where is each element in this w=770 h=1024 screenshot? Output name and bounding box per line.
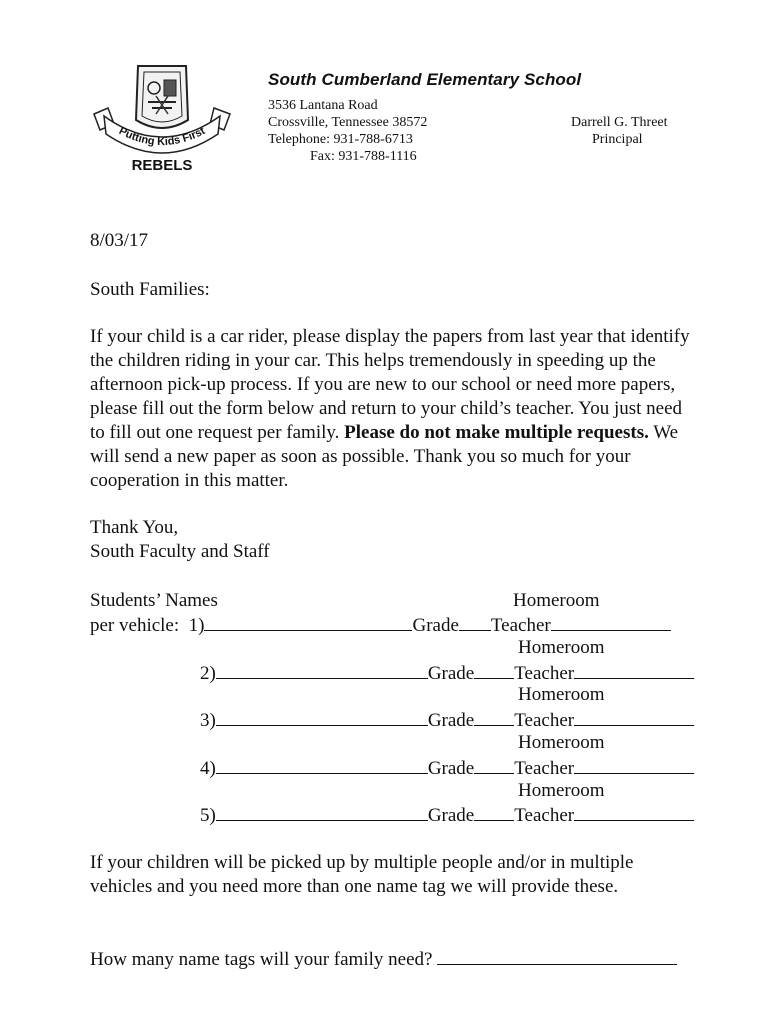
student-row (90, 612, 671, 638)
multiple-pickup-note: If your children will be picked up by multiple people and/or in multiple vehicles and you need more than one name tag we will provide these. (90, 852, 634, 897)
name-tags-row (90, 946, 677, 972)
student-row (200, 660, 694, 686)
teacher-label: Teacher (514, 805, 575, 826)
letter-signature: South Faculty and Staff (90, 541, 270, 562)
name-tags-field[interactable] (437, 946, 677, 965)
homeroom-label: Homeroom (513, 590, 600, 611)
per-vehicle-label: per vehicle: (90, 615, 180, 636)
grade-label: Grade (427, 663, 475, 684)
homeroom-label: Homeroom (518, 732, 605, 753)
teacher-field[interactable] (551, 612, 671, 631)
teacher-label: Teacher (514, 710, 575, 731)
fax: Fax: 931-788-1116 (310, 149, 417, 164)
paragraph-text-start: If your child is a car rider, please display the papers from last year that identify the children riding in your car. This helps tremendously in speeding up the afternoon pick-up process. If you are new to our school or need more papers, please fill out the form below and return to your child’s teacher. You just need to fill out one request per family. (90, 326, 690, 443)
school-name: South Cumberland Elementary School (268, 70, 582, 89)
grade-label: Grade (412, 615, 459, 636)
teacher-field[interactable] (574, 707, 694, 726)
student-name-field[interactable] (216, 755, 428, 774)
student-row (200, 755, 694, 781)
row-number: 3) (200, 710, 216, 731)
teacher-label: Teacher (490, 615, 551, 636)
row-number: 2) (200, 663, 216, 684)
letter-salutation: South Families: (90, 279, 210, 300)
teacher-label: Teacher (514, 663, 575, 684)
teacher-field[interactable] (574, 755, 694, 774)
address-line-2: Crossville, Tennessee 38572 (268, 115, 428, 130)
grade-label: Grade (427, 805, 475, 826)
letter-date: 8/03/17 (90, 230, 149, 251)
homeroom-label: Homeroom (518, 637, 605, 658)
student-name-field[interactable] (216, 707, 428, 726)
row-number: 5) (200, 805, 216, 826)
principal-title: Principal (592, 132, 643, 147)
address-line-1: 3536 Lantana Road (268, 98, 378, 113)
homeroom-label: Homeroom (518, 780, 605, 801)
student-row (200, 802, 694, 828)
row-number: 4) (200, 758, 216, 779)
letter-paragraph (90, 325, 690, 493)
principal-name: Darrell G. Threet (571, 115, 668, 130)
teacher-label: Teacher (514, 758, 575, 779)
grade-label: Grade (427, 710, 475, 731)
grade-field[interactable] (474, 707, 514, 726)
student-name-field[interactable] (216, 802, 428, 821)
homeroom-label: Homeroom (518, 684, 605, 705)
school-logo (90, 58, 238, 176)
grade-label: Grade (427, 758, 475, 779)
grade-field[interactable] (474, 660, 514, 679)
row-number: 1) (188, 615, 205, 636)
logo-team-text: REBELS (131, 157, 193, 174)
student-name-field[interactable] (216, 660, 428, 679)
letter-closing: Thank You, (90, 517, 179, 538)
school-crest-icon (90, 58, 238, 176)
grade-field[interactable] (474, 755, 514, 774)
students-names-label: Students’ Names (90, 590, 218, 611)
student-row (200, 707, 694, 733)
teacher-field[interactable] (574, 802, 694, 821)
grade-field[interactable] (474, 802, 514, 821)
telephone: Telephone: 931-788-6713 (268, 132, 413, 147)
student-name-field[interactable] (204, 612, 412, 631)
teacher-field[interactable] (574, 660, 694, 679)
paragraph-bold-text: Please do not make multiple requests. (344, 422, 649, 443)
paragraph-text-end: We will send a new paper as soon as possible. Thank you so much for your cooperation in this matter. (90, 422, 679, 491)
logo-banner-text: Putting Kids First (116, 124, 208, 149)
grade-field[interactable] (459, 612, 491, 631)
name-tags-question: How many name tags will your family need? (90, 949, 433, 970)
